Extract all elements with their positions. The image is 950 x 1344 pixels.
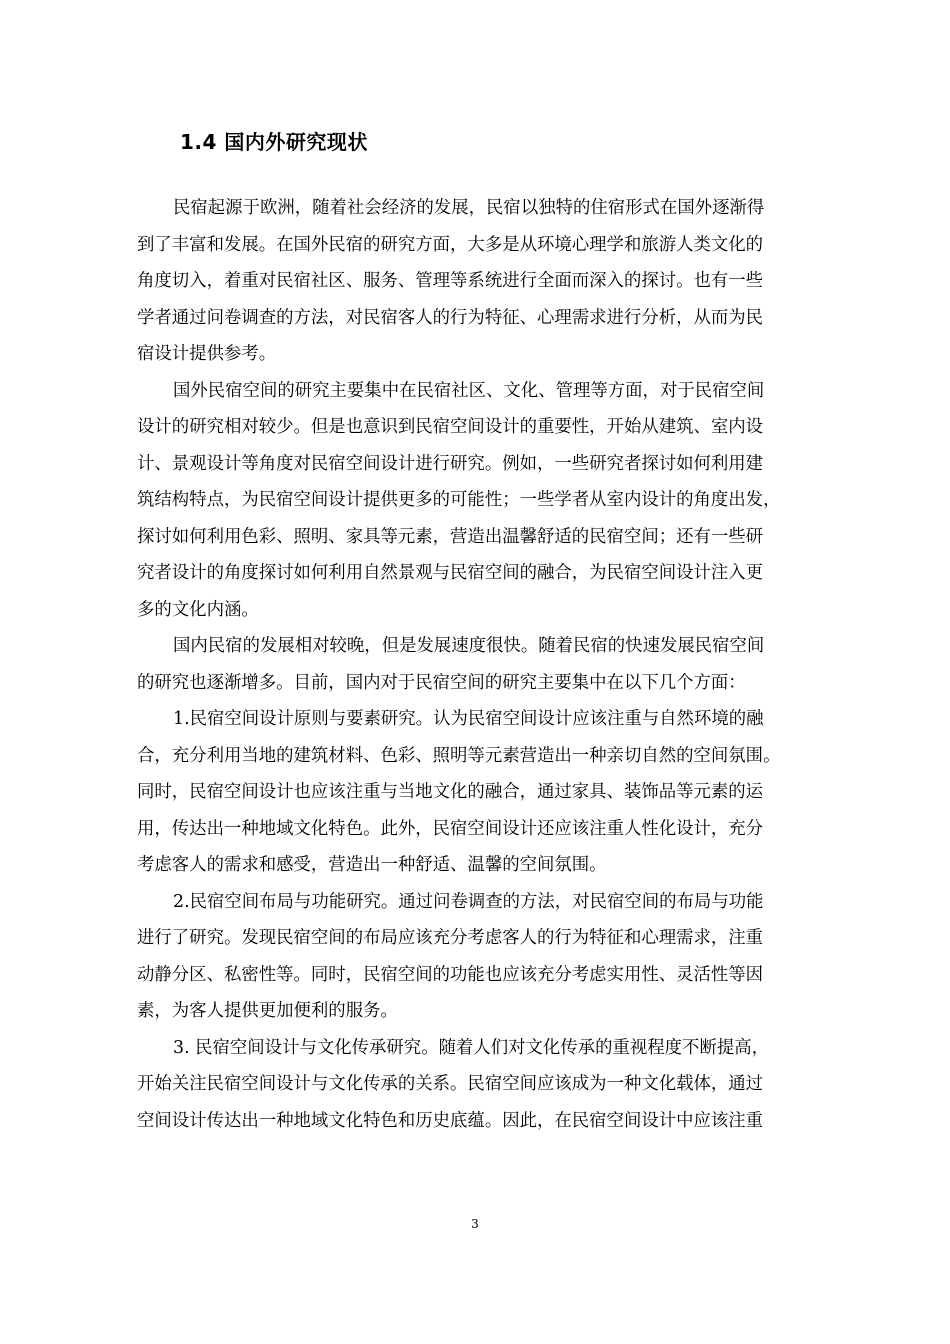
text-line: 用，传达出一种地域文化特色。此外，民宿空间设计还应该注重人性化设计，充分 bbox=[137, 818, 764, 839]
text-line: 设计的研究相对较少。但是也意识到民宿空间设计的重要性，开始从建筑、室内设 bbox=[137, 417, 764, 437]
text-line: 合，充分利用当地的建筑材料、色彩、照明等元素营造出一种亲切自然的空间氛围。 bbox=[137, 745, 781, 766]
text-line: 国外民宿空间的研究主要集中在民宿社区、文化、管理等方面，对于民宿空间 bbox=[173, 380, 765, 401]
text-line: 角度切入，着重对民宿社区、服务、管理等系统进行全面而深入的探讨。也有一些 bbox=[137, 271, 764, 291]
text-line: 3. 民宿空间设计与文化传承研究。随着人们对文化传承的重视程度不断提高， bbox=[173, 1037, 770, 1058]
text-line: 筑结构特点，为民宿空间设计提供更多的可能性；一些学者从室内设计的角度出发， bbox=[137, 490, 781, 510]
text-line: 宿设计提供参考。 bbox=[137, 344, 277, 364]
body-text bbox=[137, 190, 827, 1139]
text-line: 多的文化内涵。 bbox=[137, 599, 259, 620]
text-line: 到了丰富和发展。在国外民宿的研究方面，大多是从环境心理学和旅游人类文化的 bbox=[137, 234, 764, 255]
text-line: 素，为客人提供更加便利的服务。 bbox=[137, 1001, 398, 1021]
text-line: 1.民宿空间设计原则与要素研究。认为民宿空间设计应该注重与自然环境的融 bbox=[173, 709, 764, 729]
text-line: 国内民宿的发展相对较晚，但是发展速度很快。随着民宿的快速发展民宿空间 bbox=[173, 636, 765, 656]
text-line: 学者通过问卷调查的方法，对民宿客人的行为特征、心理需求进行分析，从而为民 bbox=[137, 307, 764, 328]
section-heading: 1.4 国内外研究现状 bbox=[180, 130, 368, 154]
text-line: 的研究也逐渐增多。目前，国内对于民宿空间的研究主要集中在以下几个方面： bbox=[137, 672, 746, 693]
text-line: 探讨如何利用色彩、照明、家具等元素，营造出温馨舒适的民宿空间；还有一些研 bbox=[137, 526, 764, 547]
text-line: 进行了研究。发现民宿空间的布局应该充分考虑客人的行为特征和心理需求，注重 bbox=[137, 928, 764, 948]
page-number: 3 bbox=[471, 1217, 479, 1231]
text-line: 空间设计传达出一种地域文化特色和历史底蕴。因此，在民宿空间设计中应该注重 bbox=[137, 1110, 764, 1131]
text-line: 计、景观设计等角度对民宿空间设计进行研究。例如，一些研究者探讨如何利用建 bbox=[137, 453, 764, 474]
text-line: 考虑客人的需求和感受，营造出一种舒适、温馨的空间氛围。 bbox=[137, 855, 607, 875]
text-line: 同时，民宿空间设计也应该注重与当地文化的融合，通过家具、装饰品等元素的运 bbox=[137, 782, 764, 802]
text-line: 究者设计的角度探讨如何利用自然景观与民宿空间的融合，为民宿空间设计注入更 bbox=[137, 563, 764, 583]
text-line: 2.民宿空间布局与功能研究。通过问卷调查的方法，对民宿空间的布局与功能 bbox=[173, 891, 764, 912]
text-line: 动静分区、私密性等。同时，民宿空间的功能也应该充分考虑实用性、灵活性等因 bbox=[137, 964, 764, 985]
text-line: 民宿起源于欧洲，随着社会经济的发展，民宿以独特的住宿形式在国外逐渐得 bbox=[173, 198, 765, 218]
text-line: 开始关注民宿空间设计与文化传承的关系。民宿空间应该成为一种文化载体，通过 bbox=[137, 1074, 764, 1094]
